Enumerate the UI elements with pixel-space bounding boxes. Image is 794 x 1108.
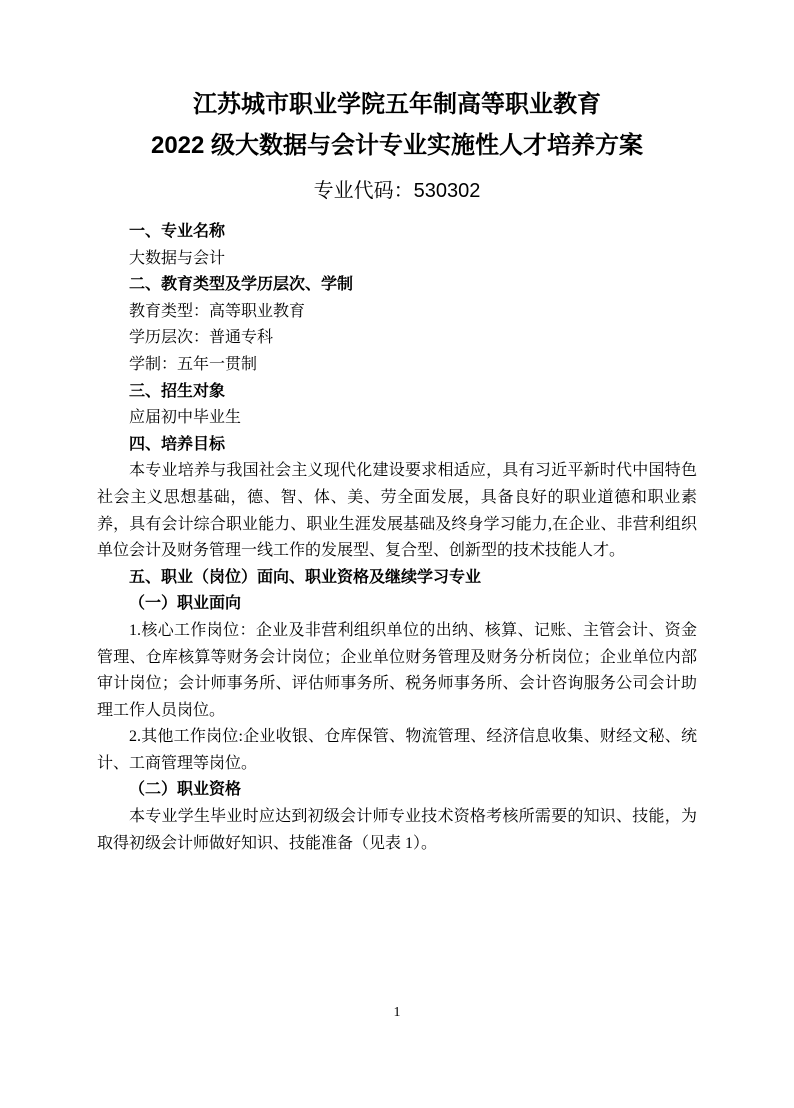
- paragraph: 学历层次：普通专科: [129, 329, 274, 347]
- page-content: [97, 0, 697, 857]
- section-heading-1: 一、专业名称: [129, 223, 226, 240]
- paragraph: 学制：五年一贯制: [129, 355, 258, 373]
- major-code-value: 530302: [413, 180, 481, 202]
- paragraph: 2.其他工作岗位:企业收银、仓库保管、物流管理、经济信息收集、财经文秘、统计、工商管理等岗位。: [97, 728, 697, 772]
- section-heading-3: 三、招生对象: [129, 382, 226, 400]
- section-heading-4: 四、培养目标: [129, 435, 226, 453]
- section-heading-5: 五、职业（岗位）面向、职业资格及继续学习专业: [129, 568, 482, 586]
- subsection-heading-5-2: （二）职业资格: [129, 781, 242, 799]
- major-code-line: [97, 176, 697, 206]
- section-heading-2: 二、教育类型及学历层次、学制: [129, 276, 354, 294]
- document-title: [97, 84, 697, 166]
- subsection-heading-5-1: （一）职业面向: [129, 595, 242, 613]
- major-code-label: 专业代码：: [313, 180, 414, 202]
- paragraph: 本专业培养与我国社会主义现代化建设要求相适应，具有习近平新时代中国特色社会主义思想基础，德、智、体、美、劳全面发展，具备良好的职业道德和职业素养，具有会计综合职业能力、职业生涯发展基础及终身学习能力,在企业、非营利组织单位会计及财务管理一线工作的发展型、复合型、创新型的技术技能人才。: [97, 462, 697, 560]
- document-body: [97, 219, 697, 857]
- title-line-1: 江苏城市职业学院五年制高等职业教育: [193, 91, 601, 118]
- paragraph: 本专业学生毕业时应达到初级会计师专业技术资格考核所需要的知识、技能，为取得初级会计师做好知识、技能准备（见表 1）。: [97, 808, 697, 852]
- title-line-2: 2022 级大数据与会计专业实施性人才培养方案: [150, 132, 644, 159]
- paragraph: 教育类型：高等职业教育: [129, 302, 306, 320]
- paragraph: 大数据与会计: [129, 249, 226, 267]
- page-number: 1: [393, 1005, 401, 1020]
- paragraph: 1.核心工作岗位：企业及非营利组织单位的出纳、核算、记账、主管会计、资金管理、仓库核算等财务会计岗位；企业单位财务管理及财务分析岗位；企业单位内部审计岗位；会计师事务所、评估师事务所、税务师事务所、会计咨询服务公司会计助理工作人员岗位。: [97, 621, 697, 719]
- paragraph: 应届初中毕业生: [129, 409, 242, 427]
